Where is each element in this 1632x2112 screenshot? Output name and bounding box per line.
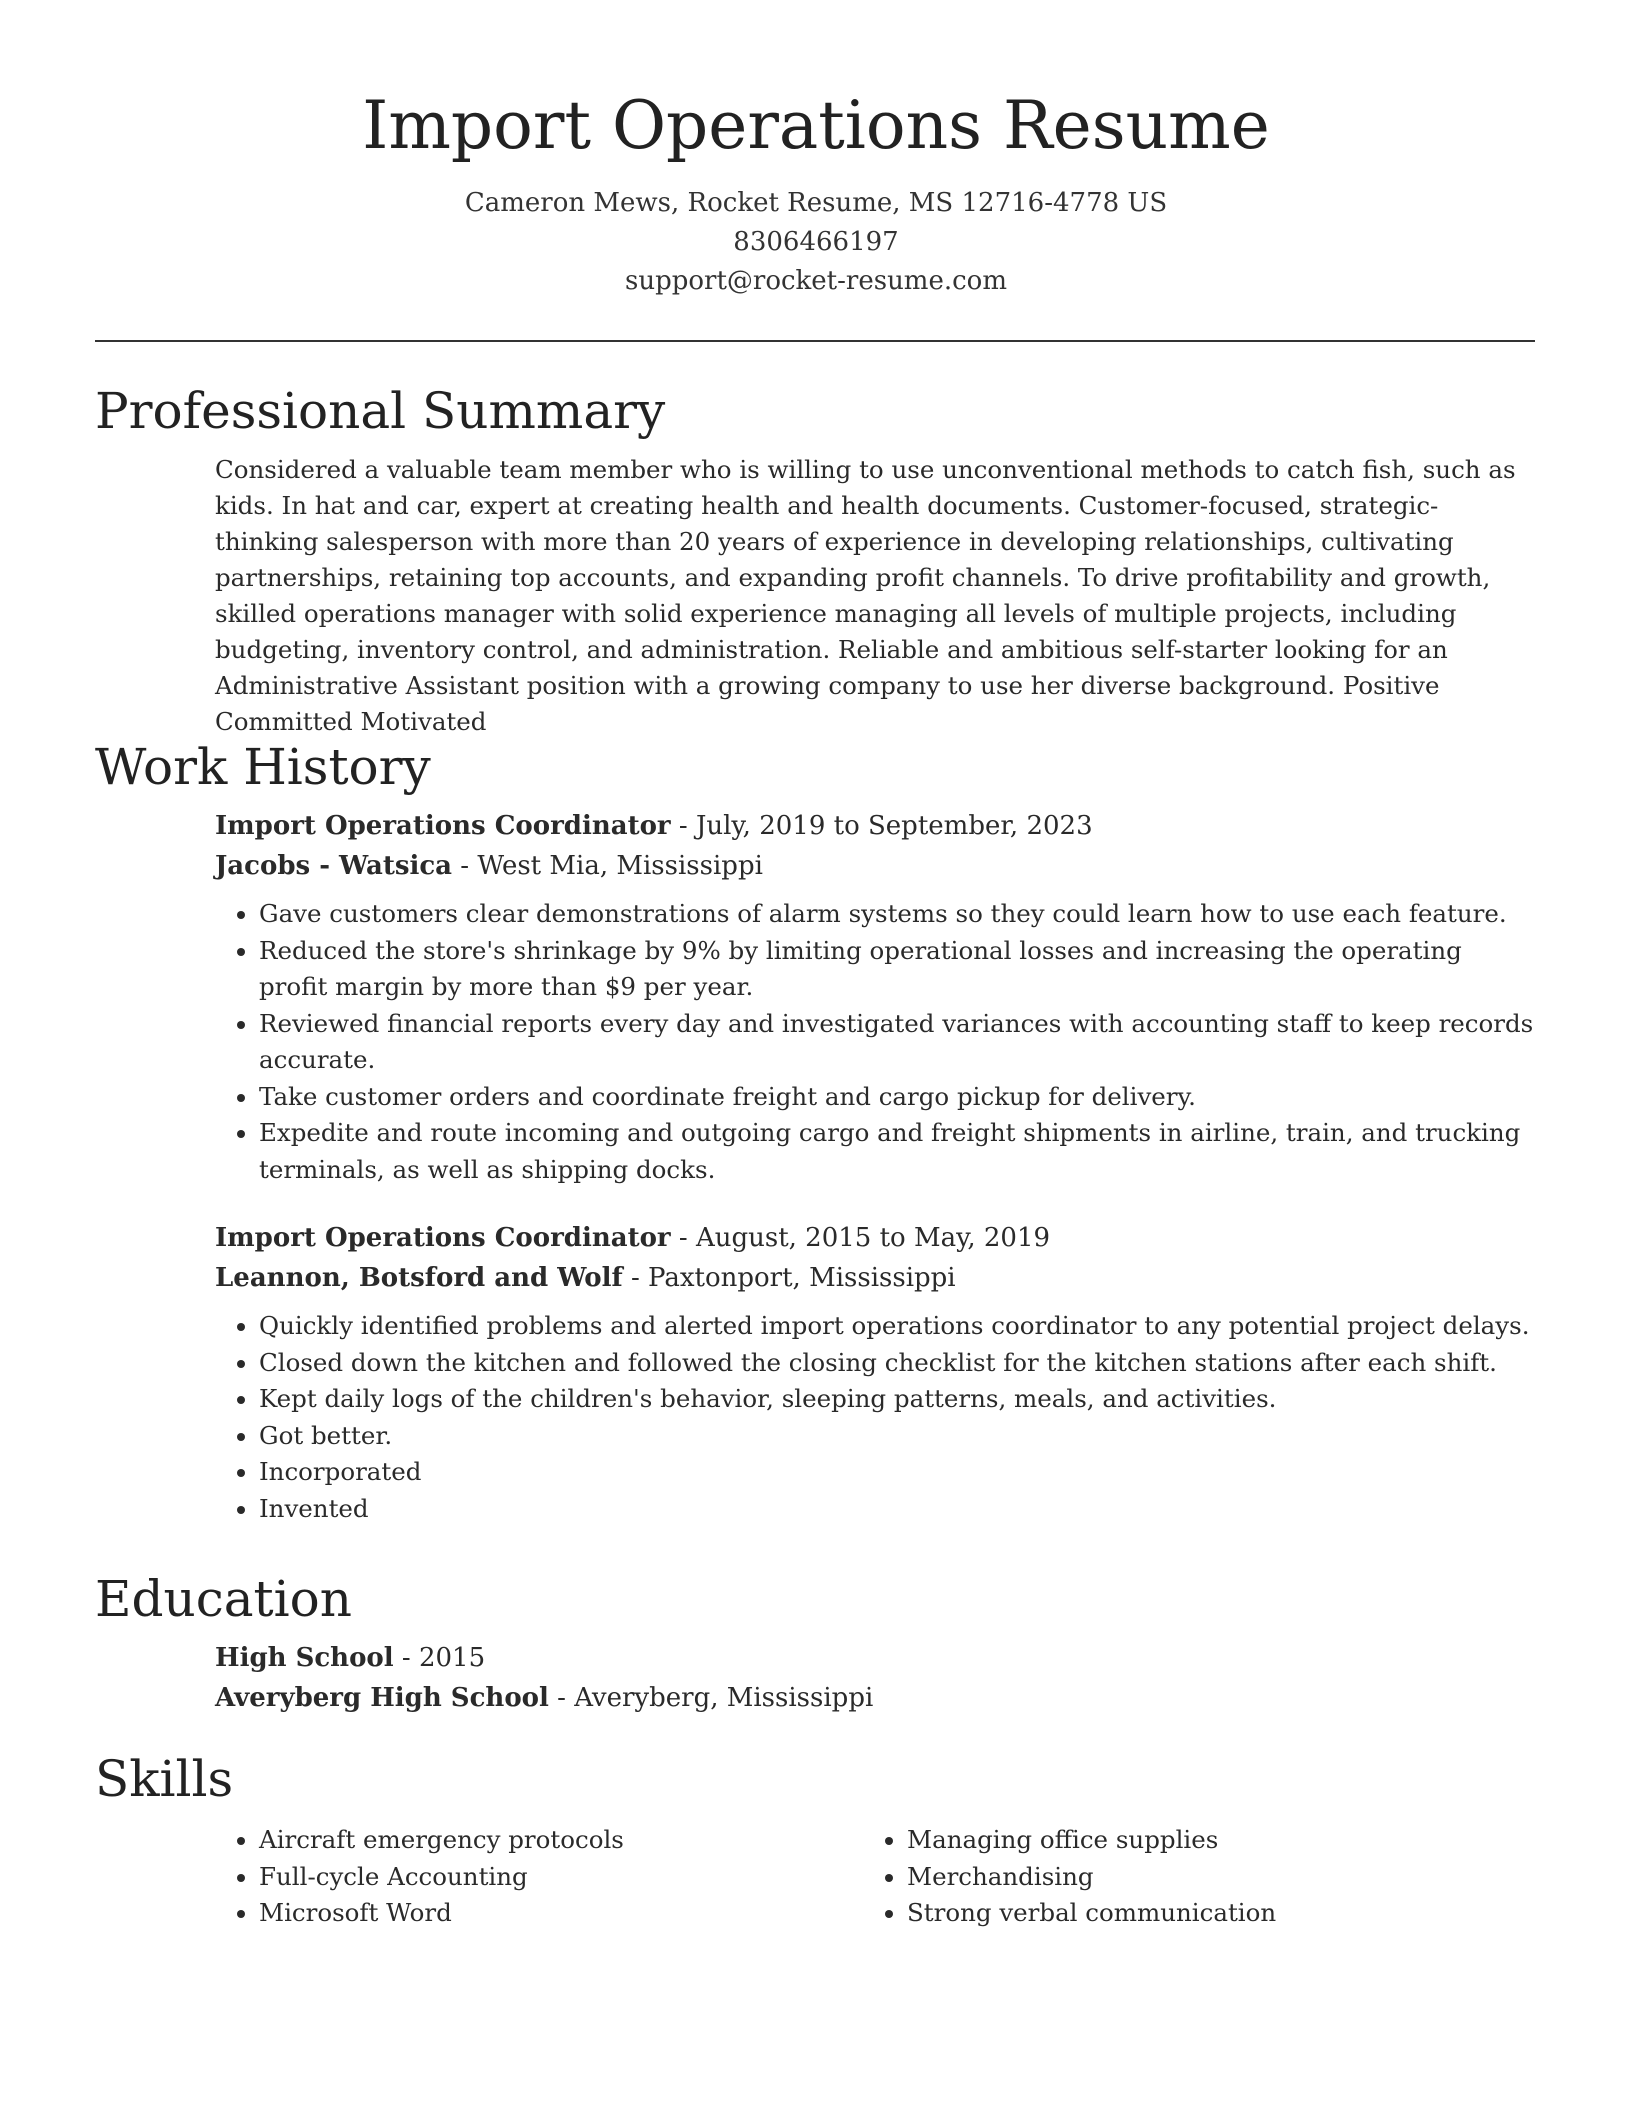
skills-body: [215, 1822, 1535, 1932]
skills-heading: Skills: [95, 1750, 234, 1808]
work-history-section: [95, 736, 1535, 1527]
skills-column-left: [215, 1822, 863, 1932]
job-entry: [215, 806, 1535, 1188]
summary-heading: Professional Summary: [95, 382, 666, 440]
skills-list-right: [863, 1822, 1511, 1932]
summary-text: Considered a valuable team member who is willing to use unconventional methods to catch fish, such as kids. In hat and car, expert at creating health and health documents. Customer-focused, strategic-thinking salesperson with more than 20 years of experience in developing relationships, cultivating partnerships, retaining top accounts, and expanding profit channels. To drive profitability and growth, skilled operations manager with solid experience managing all levels of multiple projects, including budgeting, inventory control, and administration. Reliable and ambitious self-starter looking for an Administrative Assistant position with a growing company to use her diverse background. Positive Committed Motivated: [215, 455, 1516, 736]
graduation-year: - 2015: [393, 1643, 486, 1673]
job-company-line: [215, 1258, 1535, 1298]
job-bullets: [215, 896, 1535, 1188]
education-heading: Education: [95, 1570, 352, 1628]
phone-line: 8306466197: [733, 227, 899, 257]
list-item: • Incorporated: [259, 1454, 1535, 1491]
job-dates: - August, 2015 to May, 2019: [670, 1223, 1051, 1253]
skills-section: [95, 1748, 1535, 1932]
page-title: Import Operations Resume: [362, 87, 1270, 164]
list-item: • Full-cycle Accounting: [259, 1859, 863, 1896]
job-entry: [215, 1218, 1535, 1527]
list-item: • Aircraft emergency protocols: [259, 1822, 863, 1859]
list-item: • Gave customers clear demonstrations of alarm systems so they could learn how to use each feature.: [259, 896, 1535, 933]
list-item: • Expedite and route incoming and outgoing cargo and freight shipments in airline, train, and trucking terminals, as well as shipping docks.: [259, 1115, 1535, 1188]
email-line: support@rocket-resume.com: [624, 266, 1007, 296]
education-body: [215, 1638, 1535, 1718]
school-name: Averyberg High School: [215, 1683, 549, 1713]
list-item: • Closed down the kitchen and followed the closing checklist for the kitchen stations after each shift.: [259, 1345, 1535, 1382]
list-item: • Merchandising: [907, 1859, 1511, 1896]
job-title-line: [215, 1218, 1535, 1258]
job-bullets: [215, 1308, 1535, 1527]
job-company: Jacobs - Watsica: [215, 851, 453, 881]
list-item: • Quickly identified problems and alerted import operations coordinator to any potential project delays.: [259, 1308, 1535, 1345]
summary-section: [95, 380, 1535, 740]
education-section: [95, 1568, 1535, 1718]
contact-block: [0, 184, 1632, 301]
skills-grid: [215, 1822, 1535, 1932]
degree: High School: [215, 1643, 394, 1673]
job-title: Import Operations Coordinator: [215, 1223, 671, 1253]
job-company: Leannon, Botsford and Wolf: [215, 1263, 623, 1293]
job-company-line: [215, 846, 1535, 886]
work-history-heading: Work History: [95, 738, 431, 796]
list-item: • Microsoft Word: [259, 1895, 863, 1932]
job-location: - Paxtonport, Mississippi: [622, 1263, 956, 1293]
skills-column-right: [863, 1822, 1511, 1932]
list-item: • Strong verbal communication: [907, 1895, 1511, 1932]
list-item: • Got better.: [259, 1418, 1535, 1455]
list-item: • Invented: [259, 1491, 1535, 1528]
job-title-line: [215, 806, 1535, 846]
list-item: • Reviewed financial reports every day and investigated variances with accounting staff to keep records accurate.: [259, 1006, 1535, 1079]
list-item: • Managing office supplies: [907, 1822, 1511, 1859]
list-item: • Reduced the store's shrinkage by 9% by limiting operational losses and increasing the operating profit margin by more than $9 per year.: [259, 933, 1535, 1006]
job-title: Import Operations Coordinator: [215, 811, 671, 841]
header-divider: [95, 340, 1535, 342]
resume-header: [0, 0, 1632, 301]
list-item: • Kept daily logs of the children's behavior, sleeping patterns, meals, and activities.: [259, 1381, 1535, 1418]
skills-list-left: [215, 1822, 863, 1932]
work-history-body: [215, 806, 1535, 1527]
school-line: [215, 1678, 1535, 1718]
degree-line: [215, 1638, 1535, 1678]
job-dates: - July, 2019 to September, 2023: [670, 811, 1093, 841]
list-item: • Take customer orders and coordinate freight and cargo pickup for delivery.: [259, 1079, 1535, 1116]
job-location: - West Mia, Mississippi: [452, 851, 763, 881]
address-line: Cameron Mews, Rocket Resume, MS 12716-4778 US: [464, 188, 1168, 218]
school-location: - Averyberg, Mississippi: [548, 1683, 874, 1713]
